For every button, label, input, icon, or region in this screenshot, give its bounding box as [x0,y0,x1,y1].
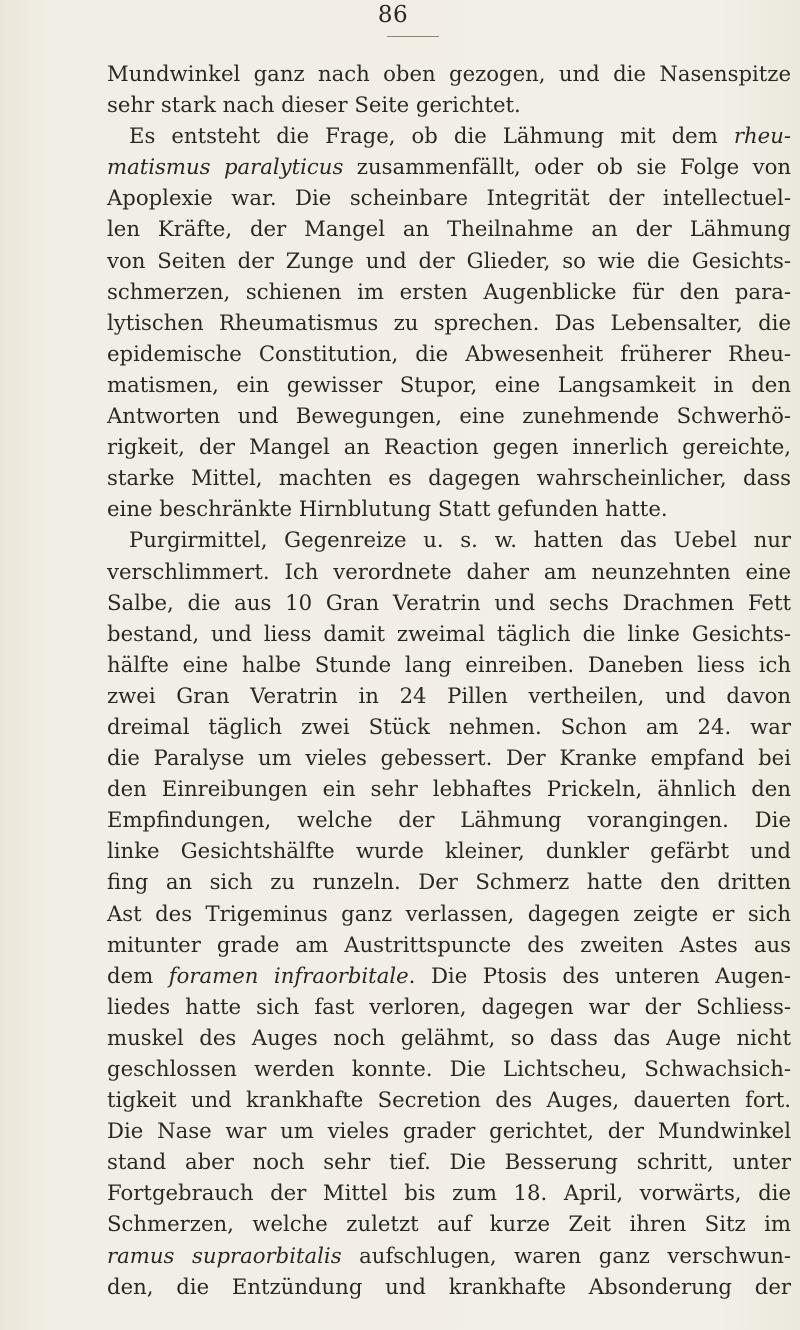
text-line: sehr stark nach dieser Seite gerichtet. [107,92,521,118]
text-line: matismen, ein gewisser Stupor, eine Langsamkeit in den [107,371,791,397]
text-line: ramus supraorbitalis aufschlugen, waren ganz verschwun- [107,1242,791,1268]
text-line: lytischen Rheumatismus zu sprechen. Das Lebensalter, die [107,309,791,335]
text-line: Apoplexie war. Die scheinbare Integrität der intellectuel- [107,185,791,211]
text-line: verschlimmert. Ich verordnete daher am neunzehnten eine [107,558,791,584]
text-line: Salbe, die aus 10 Gran Veratrin und sechs Drachmen Fett [107,589,791,615]
latin-term: rheu- [733,123,791,149]
text-line: geschlossen werden konnte. Die Lichtscheu, Schwachsich- [107,1056,791,1081]
text-line: Es entsteht die Frage, ob die Lähmung mit dem rheu- [129,123,791,149]
text-line: liedes hatte sich fast verloren, dagegen war der Schliess- [107,993,791,1019]
text-line: len Kräfte, der Mangel an Theilnahme an der Lähmung [107,216,791,242]
text-line: stand aber noch sehr tief. Die Besserung schritt, unter [107,1149,791,1175]
text-line: Fortgebrauch der Mittel bis zum 18. April, vorwärts, die [107,1180,791,1206]
latin-term: ramus supraorbitalis [107,1242,342,1268]
text-line: mitunter grade am Austrittspuncte des zweiten Astes aus [107,931,791,957]
text-line: von Seiten der Zunge und der Glieder, so wie die Gesichts- [107,247,791,273]
text-line: eine beschränkte Hirnblutung Statt gefunden hatte. [107,496,668,522]
text-line: Die Nase war um vieles grader gerichtet, der Mundwinkel [107,1118,791,1144]
text-line: Mundwinkel ganz nach oben gezogen, und die Nasenspitze [107,61,791,86]
text-line: dem foramen infraorbitale. Die Ptosis des unteren Augen- [107,962,791,988]
text-line: schmerzen, schienen im ersten Augenblicke für den para- [107,278,791,304]
text-line: Antworten und Bewegungen, eine zunehmende Schwerhö- [107,403,791,429]
latin-term: foramen infraorbitale [168,962,409,988]
latin-term: matismus paralyticus [107,154,344,180]
text-line: die Paralyse um vieles gebessert. Der Kranke empfand bei [107,745,791,771]
text-line: muskel des Auges noch gelähmt, so dass das Auge nicht [107,1024,791,1050]
text-line: tigkeit und krankhafte Secretion des Auges, dauerten fort. [107,1087,791,1113]
text-line: Purgirmittel, Gegenreize u. s. w. hatten das Uebel nur [129,527,791,553]
text-line: den, die Entzündung und krankhafte Absonderung der [107,1273,791,1299]
page-number: 86 [377,2,409,28]
header-rule [387,36,439,37]
text-line: starke Mittel, machten es dagegen wahrscheinlicher, dass [107,465,791,491]
text-line: dreimal täglich zwei Stück nehmen. Schon am 24. war [107,713,791,739]
text-line: Empfindungen, welche der Lähmung vorangingen. Die [107,807,791,833]
text-line: den Einreibungen ein sehr lebhaftes Prickeln, ähnlich den [107,776,791,802]
text-line: hälfte eine halbe Stunde lang einreiben. Daneben liess ich [107,651,791,677]
text-line: bestand, und liess damit zweimal täglich die linke Gesichts- [107,620,791,646]
text-line: Schmerzen, welche zuletzt auf kurze Zeit ihren Sitz im [107,1211,791,1237]
text-line: epidemische Constitution, die Abwesenheit früherer Rheu- [107,340,791,366]
text-line: zwei Gran Veratrin in 24 Pillen vertheilen, und davon [107,682,791,708]
body-text [107,58,791,1302]
text-line: rigkeit, der Mangel an Reaction gegen innerlich gereichte, [107,434,791,460]
text-line: Ast des Trigeminus ganz verlassen, dagegen zeigte er sich [107,900,791,926]
text-line: linke Gesichtshälfte wurde kleiner, dunkler gefärbt und [107,838,791,864]
text-line: fing an sich zu runzeln. Der Schmerz hatte den dritten [107,869,791,895]
text-line: matismus paralyticus zusammenfällt, oder ob sie Folge von [107,154,792,180]
